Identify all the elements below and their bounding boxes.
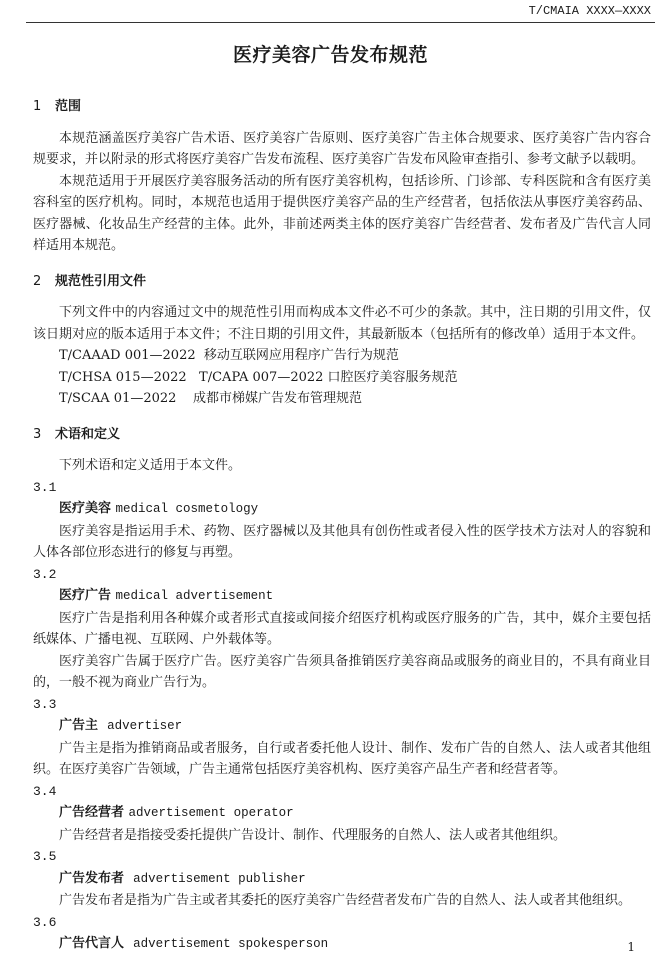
term-heading bbox=[59, 585, 651, 608]
section-heading-scope bbox=[33, 96, 651, 118]
section-title: 规范性引用文件 bbox=[55, 273, 147, 289]
term-number: 3.4 bbox=[33, 783, 57, 799]
section-heading-terms bbox=[33, 424, 651, 446]
section-number: 2 bbox=[33, 273, 42, 289]
term-definition: 医疗广告是指利用各种媒介或者形式直接或间接介绍医疗机构或医疗服务的广告，其中，媒介主要包括纸媒体、广播电视、互联网、户外载体等。 bbox=[33, 610, 651, 647]
term-chinese: 医疗美容 bbox=[59, 501, 112, 516]
terms-intro: 下列术语和定义适用于本文件。 bbox=[59, 458, 242, 473]
term-english: advertisement spokesperson bbox=[133, 937, 329, 951]
section-heading-normative-references bbox=[33, 271, 651, 293]
term-definition: 广告发布者是指为广告主或者其委托的医疗美容广告经营者发布广告的自然人、法人或者其他组织。 bbox=[59, 893, 632, 908]
reference-item: T/CAAAD 001—2022 移动互联网应用程序广告行为规范 bbox=[59, 348, 399, 363]
term-definition: 医疗美容是指运用手术、药物、医疗器械以及其他具有创伤性或者侵入性的医学技术方法对人的容貌和人体各部位形态进行的修复与再塑。 bbox=[33, 523, 651, 560]
term-heading bbox=[59, 715, 651, 738]
page-title: 医疗美容广告发布规范 bbox=[232, 44, 428, 66]
section-title: 术语和定义 bbox=[55, 426, 121, 442]
term-chinese: 医疗广告 bbox=[59, 588, 112, 603]
term-english: advertisement publisher bbox=[133, 871, 306, 886]
term-english: medical cosmetology bbox=[115, 502, 259, 516]
term-chinese: 广告主 bbox=[59, 718, 99, 733]
term-chinese: 广告代言人 bbox=[59, 936, 125, 951]
term-heading bbox=[59, 498, 651, 521]
term-heading bbox=[59, 802, 651, 825]
term-english: medical advertisement bbox=[115, 589, 274, 603]
term-heading bbox=[59, 868, 651, 891]
term-number: 3.3 bbox=[33, 696, 57, 712]
term-english: advertisement operator bbox=[128, 806, 294, 820]
term-number: 3.5 bbox=[33, 849, 57, 864]
scope-paragraph-1: 本规范涵盖医疗美容广告术语、医疗美容广告原则、医疗美容广告主体合规要求、医疗美容广告内容合规要求，并以附录的形式将医疗美容广告发布流程、医疗美容广告发布风险审查指引、参考文献予以载明。 bbox=[33, 130, 651, 167]
term-chinese: 广告经营者 bbox=[59, 805, 125, 820]
term-number: 3.6 bbox=[33, 914, 57, 930]
reference-item: T/SCAA 01—2022 成都市梯媒广告发布管理规范 bbox=[59, 391, 362, 406]
term-definition: 医疗美容广告属于医疗广告。医疗美容广告须具备推销医疗美容商品或服务的商业目的，不具有商业目的，一般不视为商业广告行为。 bbox=[33, 653, 651, 690]
section-number: 3 bbox=[33, 426, 42, 442]
section-number: 1 bbox=[33, 99, 42, 114]
term-definition: 广告主是指为推销商品或者服务，自行或者委托他人设计、制作、发布广告的自然人、法人或者其他组织。在医疗美容广告领域，广告主通常包括医疗美容机构、医疗美容产品生产者和经营者等。 bbox=[33, 740, 651, 777]
term-number: 3.1 bbox=[33, 479, 57, 495]
term-definition: 广告经营者是指接受委托提供广告设计、制作、代理服务的自然人、法人或者其他组织。 bbox=[59, 827, 567, 843]
document-code-header: T/CMAIA XXXX—XXXX bbox=[528, 4, 651, 18]
header-divider bbox=[26, 22, 655, 23]
references-paragraph: 下列文件中的内容通过文中的规范性引用而构成本文件必不可少的条款。其中，注日期的引用文件，仅该日期对应的版本适用于本文件；不注日期的引用文件，其最新版本（包括所有的修改单）适用于本文件。 bbox=[33, 305, 651, 342]
term-heading bbox=[59, 933, 651, 956]
term-number: 3.2 bbox=[33, 566, 57, 582]
scope-paragraph-2: 本规范适用于开展医疗美容服务活动的所有医疗美容机构，包括诊所、门诊部、专科医院和含有医疗美容科室的医疗机构。同时，本规范也适用于提供医疗美容产品的生产经营者，包括依法从事医疗美容药品、医疗器械、化妆品生产经营的主体。此外，非前述两类主体的医疗美容广告经营者、发布者及广告代言人同样适用本规范。 bbox=[33, 173, 651, 253]
page-number: 1 bbox=[627, 940, 635, 954]
term-chinese: 广告发布者 bbox=[59, 870, 125, 886]
reference-item: T/CHSA 015—2022 T/CAPA 007—2022 口腔医疗美容服务规范 bbox=[59, 369, 458, 385]
document-body bbox=[33, 96, 651, 956]
term-english: advertiser bbox=[107, 719, 183, 733]
section-title: 范围 bbox=[55, 99, 82, 114]
